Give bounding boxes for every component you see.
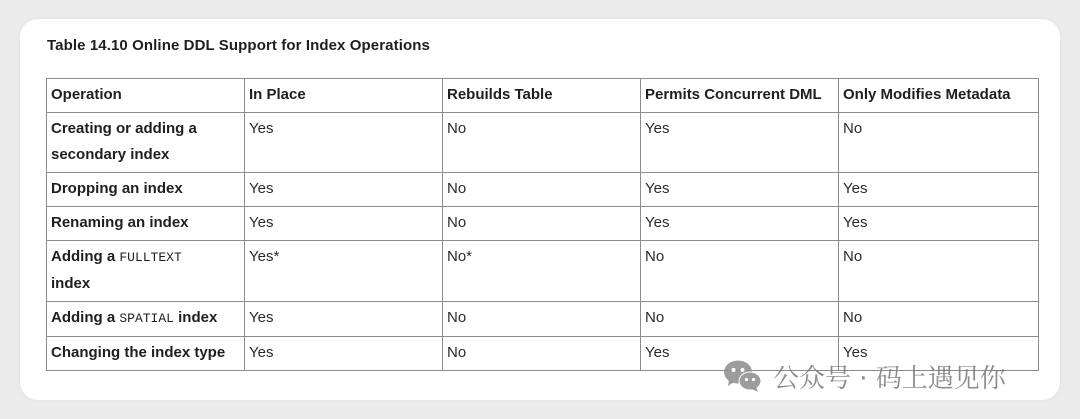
operation-text-prefix: Adding a (51, 248, 116, 265)
operation-text-suffix: index (178, 309, 218, 326)
header-operation: Operation (47, 79, 245, 113)
rebuilds-table-cell: No* (443, 241, 641, 302)
concurrent-dml-cell: Yes (641, 207, 839, 241)
operation-cell: Renaming an index (47, 207, 245, 241)
concurrent-dml-cell: No (641, 302, 839, 337)
fulltext-keyword: FULLTEXT (119, 250, 182, 265)
in-place-cell: Yes (245, 302, 443, 337)
header-in-place: In Place (245, 79, 443, 113)
header-permits-concurrent-dml: Permits Concurrent DML (641, 79, 839, 113)
metadata-cell: No (839, 113, 1039, 173)
rebuilds-table-cell: No (443, 337, 641, 371)
operation-cell: Changing the index type (47, 337, 245, 371)
rebuilds-table-cell: No (443, 173, 641, 207)
concurrent-dml-cell: Yes (641, 173, 839, 207)
watermark-text: 公众号 · 码上遇见你 (773, 363, 1006, 394)
operation-cell (47, 241, 245, 302)
concurrent-dml-cell: No (641, 241, 839, 302)
table-row (47, 173, 1039, 207)
rebuilds-table-cell: No (443, 113, 641, 173)
operation-cell: Dropping an index (47, 173, 245, 207)
metadata-cell: Yes (839, 207, 1039, 241)
spatial-keyword: SPATIAL (119, 311, 174, 326)
operation-text-prefix: Adding a (51, 309, 116, 326)
table-caption: Table 14.10 Online DDL Support for Index Operations (47, 37, 430, 54)
table-row (47, 207, 1039, 241)
concurrent-dml-cell: Yes (641, 113, 839, 173)
table-row (47, 241, 1039, 302)
metadata-cell: Yes (839, 337, 1039, 371)
in-place-cell: Yes* (245, 241, 443, 302)
rebuilds-table-cell: No (443, 302, 641, 337)
in-place-cell: Yes (245, 173, 443, 207)
table-row (47, 302, 1039, 337)
header-only-modifies-metadata: Only Modifies Metadata (839, 79, 1039, 113)
operation-cell: Creating or adding a secondary index (47, 113, 245, 173)
in-place-cell: Yes (245, 207, 443, 241)
table-row (47, 337, 1039, 371)
rebuilds-table-cell: No (443, 207, 641, 241)
table-row (47, 113, 1039, 173)
concurrent-dml-cell: Yes (641, 337, 839, 371)
operation-cell (47, 302, 245, 337)
table-header-row (47, 79, 1039, 113)
in-place-cell: Yes (245, 113, 443, 173)
metadata-cell: Yes (839, 173, 1039, 207)
header-rebuilds-table: Rebuilds Table (443, 79, 641, 113)
metadata-cell: No (839, 241, 1039, 302)
in-place-cell: Yes (245, 337, 443, 371)
online-ddl-table (46, 78, 1039, 371)
operation-text-suffix: index (51, 275, 91, 292)
metadata-cell: No (839, 302, 1039, 337)
